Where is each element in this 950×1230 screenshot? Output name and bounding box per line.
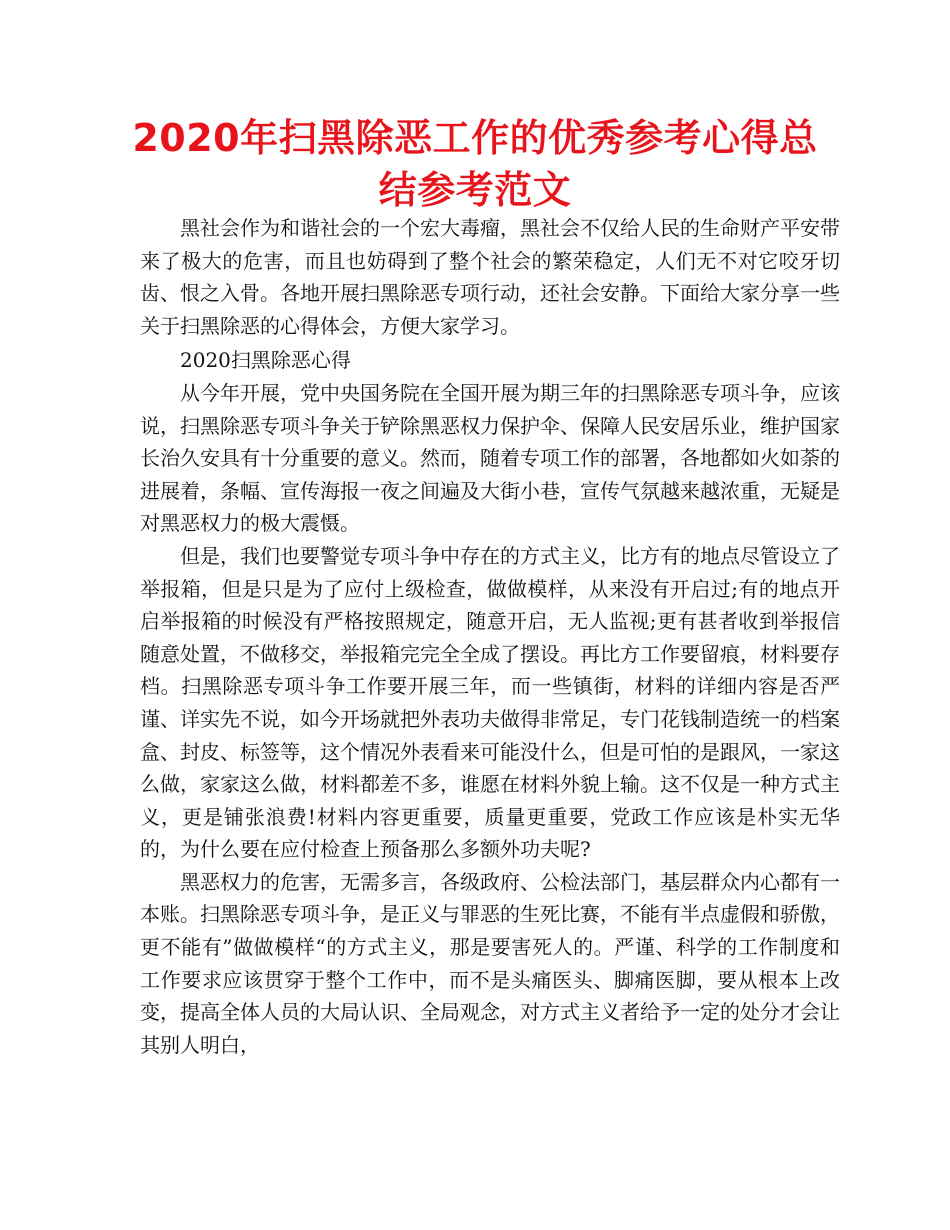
body-paragraph-3: 黑恶权力的危害，无需多言，各级政府、公检法部门，基层群众内心都有一本账。扫黑除恶专项斗争，是正义与罪恶的生死比赛，不能有半点虚假和骄傲，更不能有”做做模样“的方式主义，那是要害死人的。严谨、科学的工作制度和工作要求应该贯穿于整个工作中，而不是头痛医头、脚痛医脚，要从根本上改变，提高全体人员的大局认识、全局观念，对方式主义者给予一定的处分才会让其别人明白， xyxy=(140,869,840,1057)
intro-paragraph: 黑社会作为和谐社会的一个宏大毒瘤，黑社会不仅给人民的生命财产平安带来了极大的危害，而且也妨碍到了整个社会的繁荣稳定，人们无不对它咬牙切齿、恨之入骨。各地开展扫黑除恶专项行动，还社会安静。下面给大家分享一些关于扫黑除恶的心得体会，方便大家学习。 xyxy=(140,216,840,338)
body-paragraph-1: 从今年开展，党中央国务院在全国开展为期三年的扫黑除恶专项斗争，应该说，扫黑除恶专项斗争关于铲除黑恶权力保护伞、保障人民安居乐业，维护国家长治久安具有十分重要的意义。然而，随着专项工作的部署，各地都如火如荼的进展着，条幅、宣传海报一夜之间遍及大街小巷，宣传气氛越来越浓重，无疑是对黑恶权力的极大震慑。 xyxy=(140,380,840,536)
body-paragraph-2: 但是，我们也要警觉专项斗争中存在的方式主义，比方有的地点尽管设立了举报箱，但是只是为了应付上级检查，做做模样，从来没有开启过;有的地点开启举报箱的时候没有严格按照规定，随意开启，无人监视;更有甚者收到举报信随意处置，不做移交，举报箱完完全全成了摆设。再比方工作要留痕，材料要存档。扫黑除恶专项斗争工作要开展三年，而一些镇街，材料的详细内容是否严谨、详实先不说，如今开场就把外表功夫做得非常足，专门花钱制造统一的档案盒、封皮、标签等，这个情况外表看来可能没什么，但是可怕的是跟风，一家这么做，家家这么做，材料都差不多，谁愿在材料外貌上输。这不仅是一种方式主义，更是铺张浪费!材料内容更重要，质量更重要，党政工作应该是朴实无华的，为什么要在应付检查上预备那么多额外功夫呢? xyxy=(140,543,840,862)
document-body xyxy=(140,212,840,1061)
section-subheading: 2020扫黑除恶心得 xyxy=(180,348,351,373)
document-title: 2020年扫黑除恶工作的优秀参考心得总结参考范文 xyxy=(132,116,818,212)
